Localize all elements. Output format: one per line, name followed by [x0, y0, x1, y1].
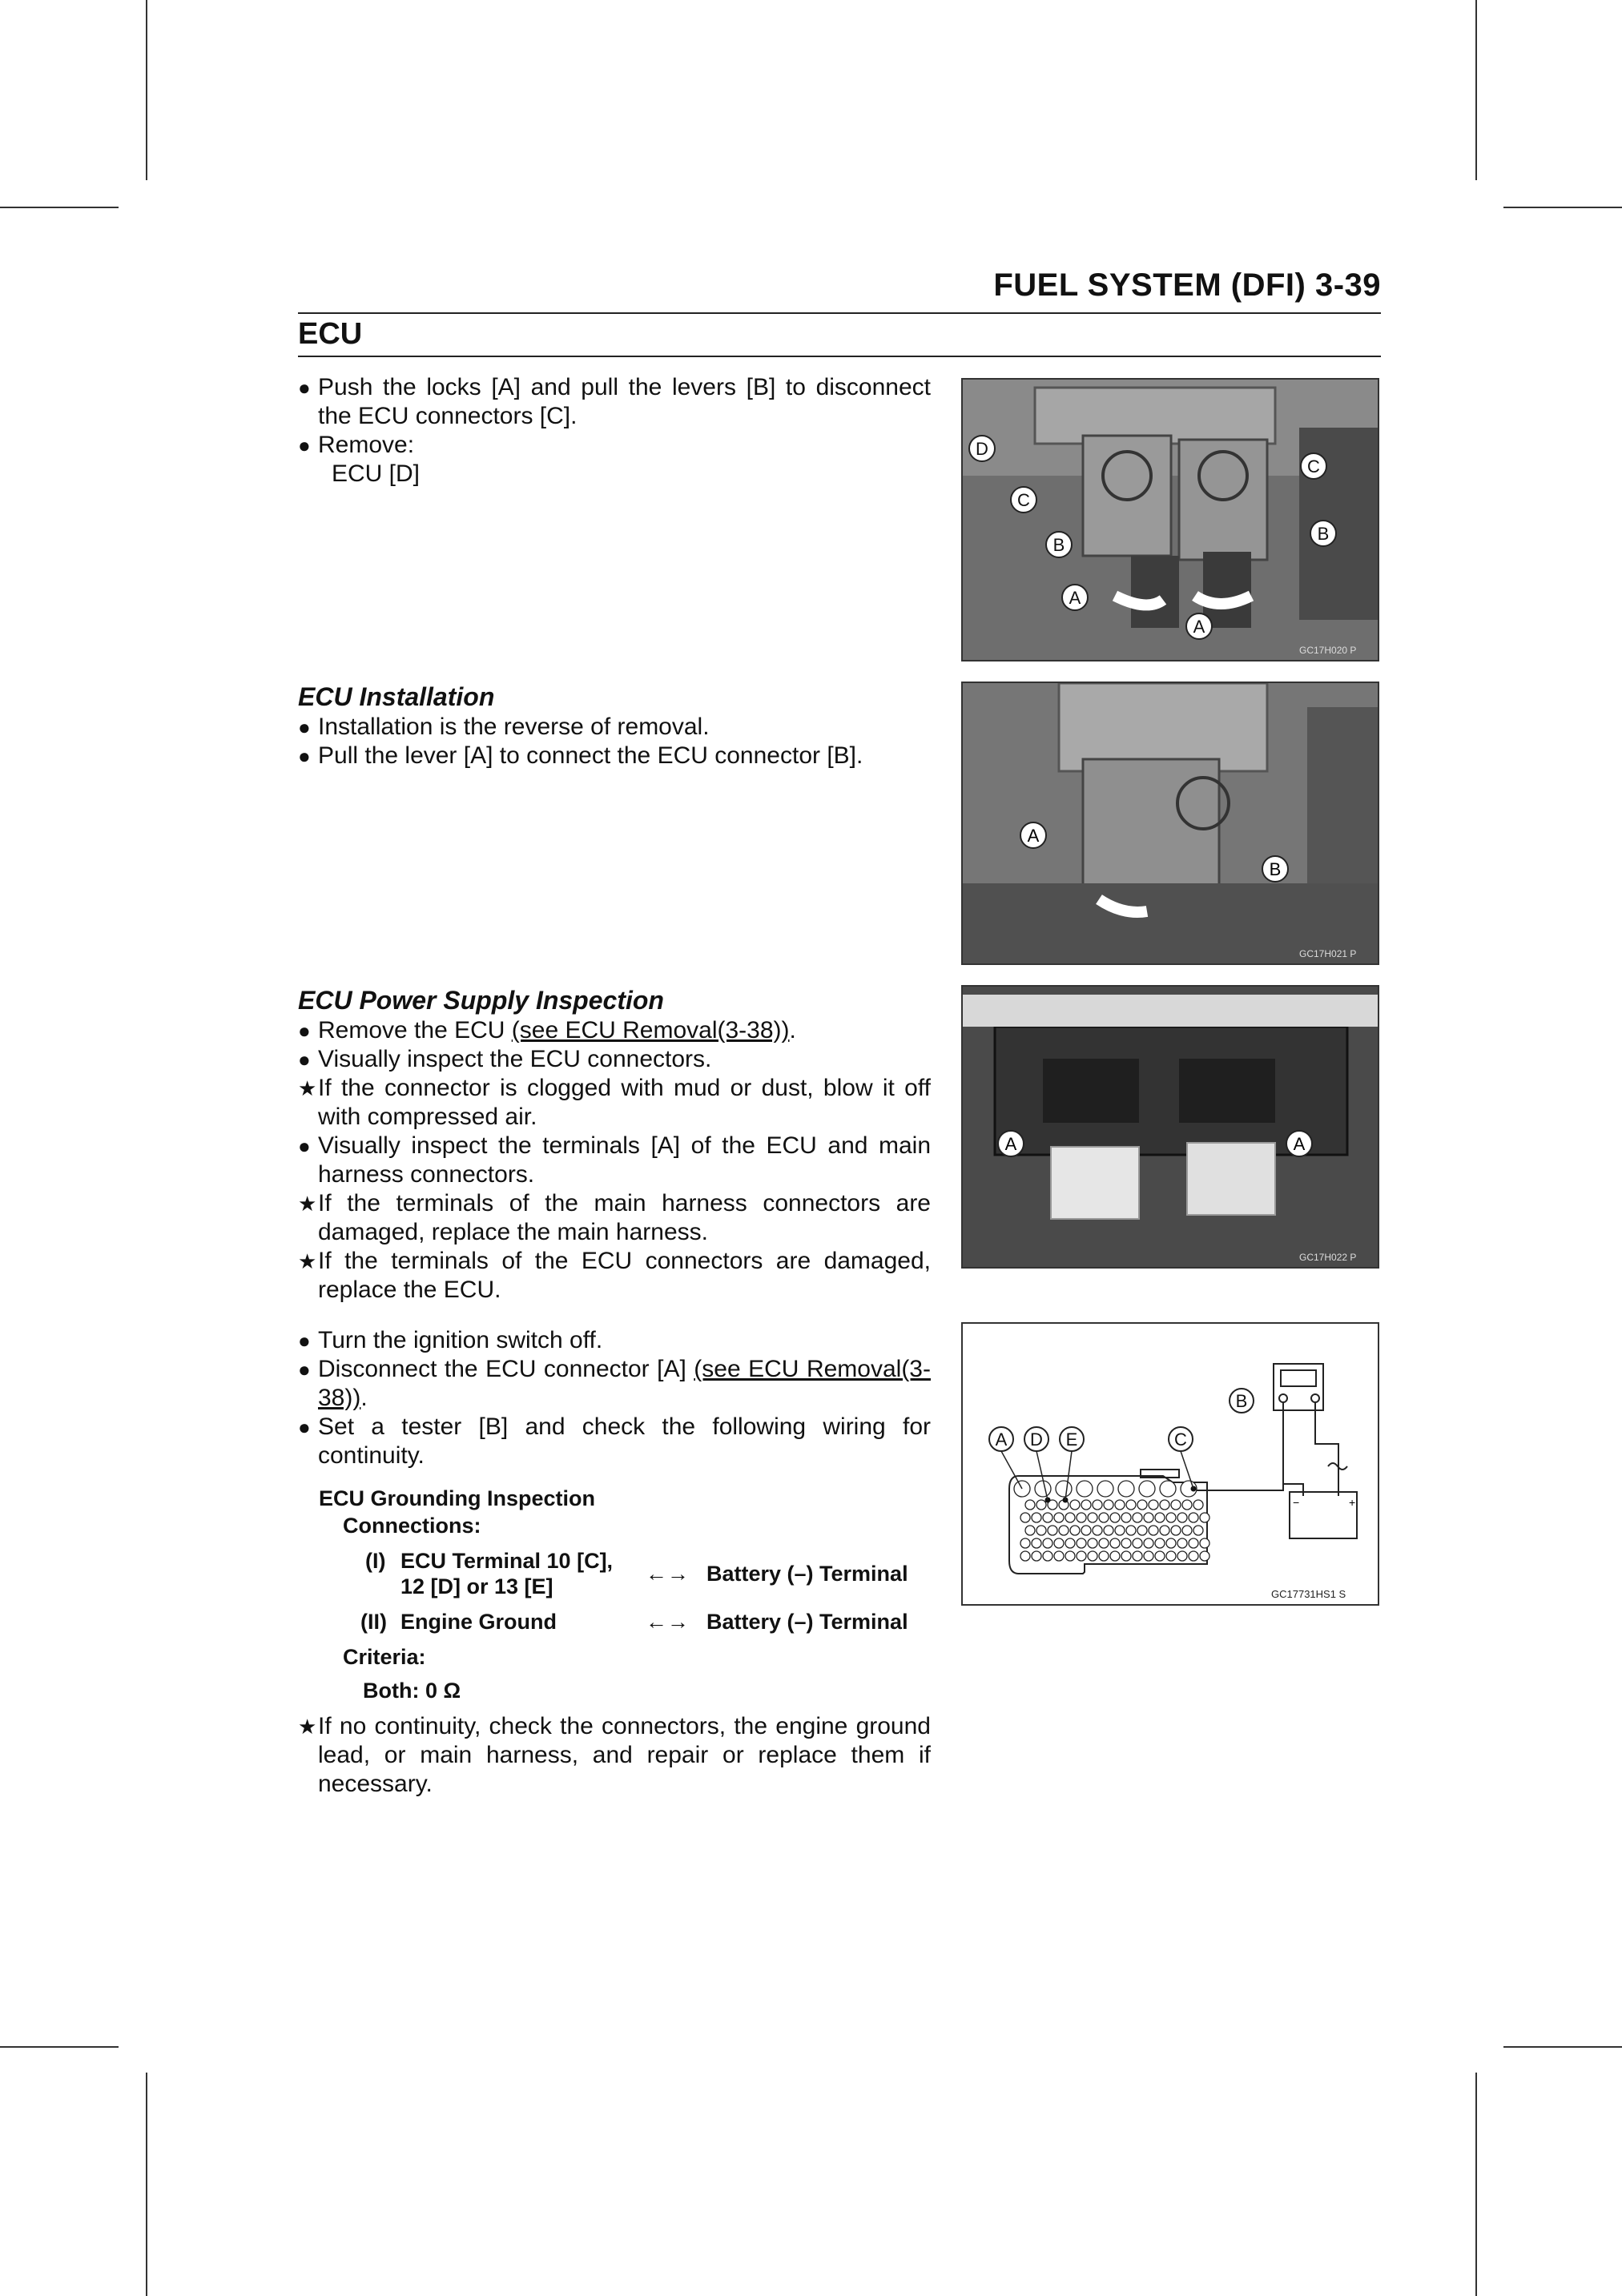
installation-section	[298, 682, 931, 770]
callout-label: A	[1293, 1134, 1306, 1154]
criteria-value: Both: 0 Ω	[363, 1679, 461, 1703]
connector-pin	[1171, 1500, 1181, 1510]
bullet-icon: ●	[298, 376, 311, 400]
connector-pin	[1054, 1513, 1064, 1522]
installation-title: ECU Installation	[298, 682, 495, 711]
step-text: .	[360, 1385, 368, 1411]
callout-label: A	[1027, 826, 1040, 846]
step-text: Remove the ECU	[318, 1017, 512, 1043]
connector-pin	[1182, 1500, 1192, 1510]
connector-pin	[1133, 1538, 1142, 1548]
inspection-note	[298, 1074, 931, 1132]
connector-pin	[1177, 1551, 1187, 1561]
callout-label: B	[1269, 859, 1282, 879]
connector-pin	[1093, 1500, 1102, 1510]
connector-pin	[1059, 1526, 1069, 1535]
connector-pin	[1193, 1500, 1203, 1510]
crop-mark	[146, 2073, 147, 2296]
callout-label: D	[976, 439, 988, 459]
connector-pin	[1133, 1551, 1142, 1561]
star-icon: ★	[298, 1249, 317, 1273]
callout-label: B	[1317, 524, 1330, 544]
power-supply-section	[298, 986, 931, 1305]
callout-label: C	[1174, 1429, 1187, 1450]
connector-pin	[1200, 1538, 1209, 1548]
grounding-wiring-diagram	[963, 1324, 1378, 1604]
removal-step	[298, 373, 931, 431]
ecu-installation-photo	[961, 682, 1379, 965]
bullet-icon: ●	[298, 1047, 311, 1072]
figure-code: GC17H022 P	[1299, 1252, 1357, 1263]
callout-label: B	[1052, 535, 1065, 555]
criteria-label: Criteria:	[343, 1645, 426, 1669]
connector-pin	[1115, 1500, 1125, 1510]
crop-mark	[1503, 2046, 1622, 2048]
connector-pin	[1126, 1500, 1136, 1510]
battery-minus: −	[1293, 1496, 1300, 1509]
ecu-terminals-illustration	[963, 987, 1378, 1267]
connector-pin	[1110, 1551, 1120, 1561]
grounding-step	[298, 1326, 931, 1355]
ecu-installation-illustration	[963, 683, 1378, 963]
bullet-icon: ●	[298, 1357, 311, 1381]
connector-pin	[1081, 1500, 1091, 1510]
callout-label: C	[1307, 456, 1320, 476]
bullet-icon: ●	[298, 1329, 311, 1353]
connector-pin	[1121, 1538, 1131, 1548]
ecu-removal-link[interactable]: (see ECU Removal(3-38))	[511, 1017, 790, 1043]
inspection-step	[298, 1045, 931, 1074]
grounding-steps	[298, 1326, 931, 1470]
connector-pin	[1020, 1538, 1030, 1548]
crop-mark	[1475, 2073, 1477, 2296]
connector-pin	[1097, 1481, 1113, 1497]
step-text: Turn the ignition switch off.	[318, 1327, 603, 1353]
section-title-text: ECU	[298, 317, 363, 351]
grounding-failure-note	[298, 1712, 931, 1799]
connector-pin	[1043, 1513, 1052, 1522]
figure-code: GC17H021 P	[1299, 948, 1357, 959]
connector-pin	[1025, 1526, 1035, 1535]
connection-to: Battery (–) Terminal	[706, 1610, 908, 1634]
connector-pin	[1118, 1481, 1134, 1497]
connector-pin	[1065, 1513, 1075, 1522]
connection-num: (II)	[360, 1610, 387, 1634]
installation-step	[298, 713, 931, 742]
ecu-removal-illustration	[963, 380, 1378, 660]
connector-pin	[1093, 1526, 1102, 1535]
connector-pin	[1020, 1551, 1030, 1561]
connector-pin	[1077, 1513, 1086, 1522]
connector-pin	[1020, 1513, 1030, 1522]
bullet-icon: ●	[298, 433, 311, 457]
connection-from: ECU Terminal 10 [C],	[400, 1549, 614, 1573]
connector-pin	[1099, 1513, 1109, 1522]
crop-mark	[0, 207, 119, 208]
connector-pin	[1193, 1526, 1203, 1535]
connector-pin	[1166, 1538, 1176, 1548]
connection-from: 12 [D] or 13 [E]	[400, 1574, 553, 1598]
connector-pin	[1139, 1481, 1155, 1497]
connector-pin	[1189, 1551, 1198, 1561]
connector-pin	[1177, 1538, 1187, 1548]
connector-pin	[1054, 1538, 1064, 1548]
connector-pin	[1065, 1538, 1075, 1548]
grounding-title: ECU Grounding Inspection	[319, 1486, 595, 1510]
step-text: Visually inspect the terminals [A] of the ECU and main harness connectors.	[318, 1132, 931, 1188]
battery-plus: +	[1349, 1496, 1356, 1509]
bullet-icon: ●	[298, 744, 311, 768]
connector-pin	[1110, 1538, 1120, 1548]
connector-pin	[1121, 1551, 1131, 1561]
callout-label: A	[1004, 1134, 1017, 1154]
connector-pin	[1048, 1526, 1057, 1535]
page-header-title: FUEL SYSTEM (DFI) 3-39	[993, 267, 1381, 303]
connector-pin	[1032, 1551, 1041, 1561]
connector-pin	[1160, 1481, 1176, 1497]
connector-pin	[1144, 1538, 1153, 1548]
callout-label: A	[1069, 588, 1081, 608]
connector-pin	[1166, 1551, 1176, 1561]
connector-pin	[1088, 1513, 1097, 1522]
step-text: Set a tester [B] and check the following wiring for continuity.	[318, 1413, 931, 1469]
connection-from: Engine Ground	[400, 1610, 557, 1634]
connector-pin	[1126, 1526, 1136, 1535]
connector-pin	[1149, 1500, 1158, 1510]
star-icon: ★	[298, 1076, 317, 1100]
inspection-note	[298, 1247, 931, 1305]
removal-item: ECU [D]	[332, 460, 421, 487]
connector-pin	[1056, 1481, 1072, 1497]
connector-pin	[1088, 1551, 1097, 1561]
note-text: If the connector is clogged with mud or dust, blow it off with compressed air.	[318, 1075, 931, 1130]
connector-pin	[1065, 1551, 1075, 1561]
power-supply-title: ECU Power Supply Inspection	[298, 986, 664, 1015]
connection-arrow: ←→	[646, 1610, 689, 1634]
connector-pin	[1155, 1538, 1165, 1548]
connector-pin	[1032, 1513, 1041, 1522]
crop-mark	[146, 0, 147, 180]
connector-pin	[1149, 1526, 1158, 1535]
connector-pin	[1189, 1538, 1198, 1548]
inspection-step	[298, 1016, 931, 1045]
connector-pin	[1032, 1538, 1041, 1548]
crop-mark	[0, 2046, 119, 2048]
removal-steps	[298, 373, 931, 489]
note-text: If the terminals of the main harness connectors are damaged, replace the main harness.	[318, 1190, 931, 1245]
connector-pin	[1070, 1500, 1080, 1510]
connector-pin	[1043, 1551, 1052, 1561]
connector-pin	[1182, 1526, 1192, 1535]
connector-pin	[1077, 1481, 1093, 1497]
connector-pin	[1104, 1500, 1113, 1510]
connector-pin	[1099, 1551, 1109, 1561]
bullet-icon: ●	[298, 715, 311, 739]
connector-pin	[1155, 1513, 1165, 1522]
bullet-icon: ●	[298, 1415, 311, 1439]
page-header	[298, 264, 1381, 314]
connector-pin	[1104, 1526, 1113, 1535]
connector-pin	[1189, 1513, 1198, 1522]
connector-pin	[1160, 1500, 1169, 1510]
callout-label: D	[1030, 1429, 1043, 1450]
removal-step-text: Remove:	[318, 432, 415, 458]
removal-step-text: Push the locks [A] and pull the levers [B] to disconnect the ECU connectors [C].	[318, 374, 931, 429]
connection-num: (I)	[365, 1549, 386, 1573]
connector-pin	[1081, 1526, 1091, 1535]
connector-pin	[1200, 1513, 1209, 1522]
connector-pin	[1110, 1513, 1120, 1522]
callout-label: A	[995, 1429, 1008, 1450]
crop-mark	[1475, 0, 1477, 180]
connector-pin	[1144, 1551, 1153, 1561]
connector-pin	[1036, 1500, 1046, 1510]
connector-pin	[1177, 1513, 1187, 1522]
connector-pin	[1025, 1500, 1035, 1510]
installation-step-text: Pull the lever [A] to connect the ECU connector [B].	[318, 742, 863, 769]
step-text: .	[789, 1017, 796, 1043]
connector-pin	[1171, 1526, 1181, 1535]
connection-to: Battery (–) Terminal	[706, 1562, 908, 1586]
callout-label: C	[1017, 490, 1030, 510]
inspection-step	[298, 1132, 931, 1189]
removal-step	[298, 431, 931, 460]
ecu-removal-link[interactable]: (see ECU Removal(3-38))	[318, 1356, 931, 1411]
installation-step-text: Installation is the reverse of removal.	[318, 714, 710, 740]
ecu-terminals-photo	[961, 985, 1379, 1269]
connector-pin	[1133, 1513, 1142, 1522]
note-text: If no continuity, check the connectors, the engine ground lead, or main harness, and repair or replace them if necessary.	[318, 1713, 931, 1797]
connector-pin	[1137, 1500, 1147, 1510]
grounding-step	[298, 1413, 931, 1470]
connector-pin	[1137, 1526, 1147, 1535]
inspection-note	[298, 1189, 931, 1247]
figure-code: GC17H020 P	[1299, 645, 1357, 656]
section-title	[298, 314, 1381, 357]
star-icon: ★	[298, 1192, 317, 1216]
connector-pin	[1200, 1551, 1209, 1561]
connector-pin	[1054, 1551, 1064, 1561]
callout-label: A	[1193, 617, 1205, 637]
connector-pin	[1088, 1538, 1097, 1548]
connector-pin	[1043, 1538, 1052, 1548]
step-text: Visually inspect the ECU connectors.	[318, 1046, 712, 1072]
installation-step	[298, 742, 931, 770]
connection-arrow: ←→	[646, 1562, 689, 1586]
connector-pin	[1160, 1526, 1169, 1535]
connector-pin	[1121, 1513, 1131, 1522]
connector-pin	[1036, 1526, 1046, 1535]
connector-pin	[1077, 1538, 1086, 1548]
connector-pin	[1077, 1551, 1086, 1561]
connector-pin	[1035, 1481, 1051, 1497]
note-text: If the terminals of the ECU connectors are damaged, replace the ECU.	[318, 1248, 931, 1303]
connector-pin	[1099, 1538, 1109, 1548]
step-text: Disconnect the ECU connector [A]	[318, 1356, 694, 1382]
connector-pin	[1115, 1526, 1125, 1535]
connector-pin	[1070, 1526, 1080, 1535]
bullet-icon: ●	[298, 1019, 311, 1043]
star-icon: ★	[298, 1715, 317, 1739]
failure-note	[298, 1712, 931, 1799]
figure-code: GC17731HS1 S	[1271, 1588, 1346, 1600]
connections-label: Connections:	[343, 1514, 481, 1538]
crop-mark	[1503, 207, 1622, 208]
connector-pin	[1166, 1513, 1176, 1522]
bullet-icon: ●	[298, 1134, 311, 1158]
callout-label: E	[1065, 1429, 1078, 1450]
grounding-diagram	[961, 1322, 1379, 1606]
callout-label: B	[1235, 1391, 1248, 1411]
ecu-removal-photo	[961, 378, 1379, 661]
connector-pin	[1155, 1551, 1165, 1561]
connector-pin	[1144, 1513, 1153, 1522]
grounding-step	[298, 1355, 931, 1413]
